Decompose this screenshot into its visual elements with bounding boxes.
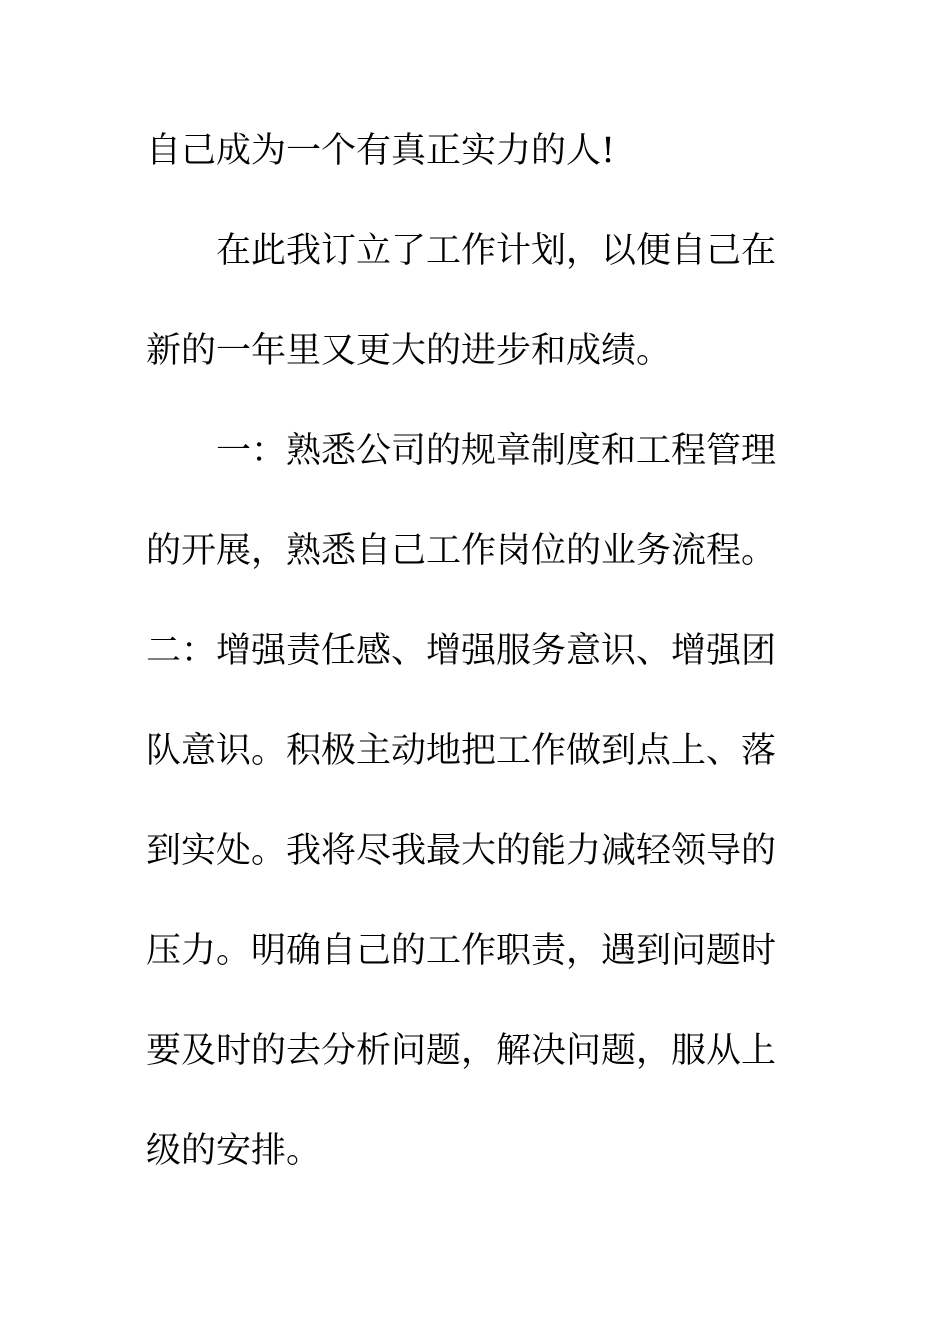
paragraph-line-10: 要及时的去分析问题，解决问题，服从上: [146, 1031, 777, 1071]
paragraph-line-8: 到实处。我将尽我最大的能力减轻领导的: [146, 831, 777, 871]
paragraph-line-6: 二：增强责任感、增强服务意识、增强团: [146, 631, 777, 671]
paragraph-line-11: 级的安排。: [146, 1131, 322, 1171]
paragraph-line-2: 在此我订立了工作计划，以便自己在: [216, 231, 777, 271]
paragraph-line-7: 队意识。积极主动地把工作做到点上、落: [146, 731, 777, 771]
paragraph-line-4: 一：熟悉公司的规章制度和工程管理: [216, 431, 777, 471]
paragraph-line-3: 新的一年里又更大的进步和成绩。: [146, 331, 672, 371]
paragraph-line-1: 自己成为一个有真正实力的人!: [146, 131, 616, 171]
paragraph-line-5: 的开展，熟悉自己工作岗位的业务流程。: [146, 531, 777, 571]
paragraph-line-9: 压力。明确自己的工作职责，遇到问题时: [146, 931, 777, 971]
